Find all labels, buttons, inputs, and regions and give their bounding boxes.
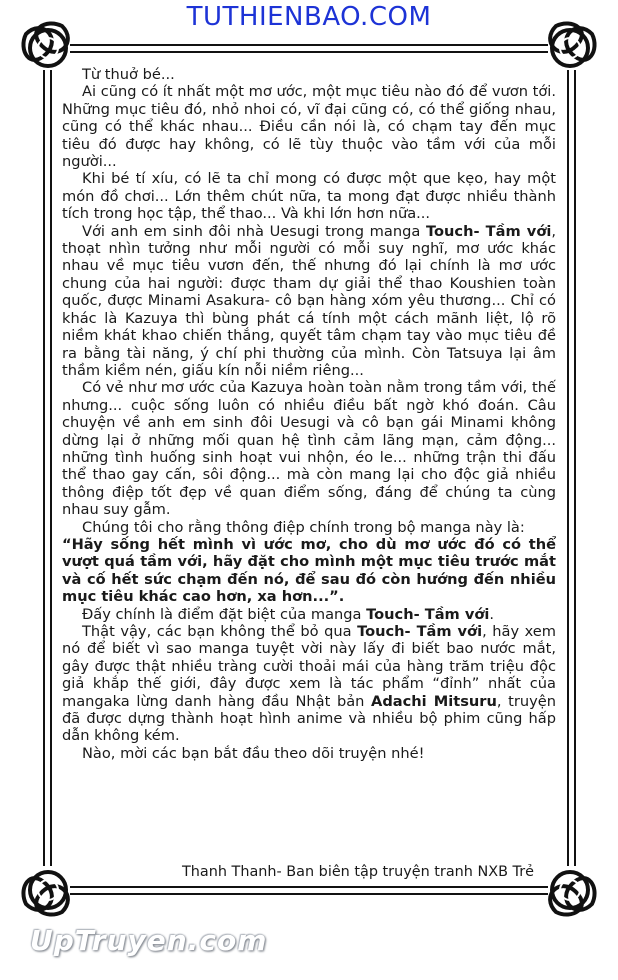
paragraph: Ai cũng có ít nhất một mơ ước, một mục tiêu nào đó để vươn tới. Những mục tiêu đó, nhỏ nhoi có, vĩ đại cũng có, có thể giống nhau, cũng có thể khác nhau... Điều cần nói là, có chạm tay đến mục tiêu đó được hay không, có lẽ tùy thuộc vào tầm với của mỗi người... [62, 83, 556, 171]
text-run: , hãy xem nó để biết vì sao manga tuyệt vời này lấy đi biết bao nước mắt, gây được thật nhiều tràng cười thoải mái của hàng trăm triệu độc giả khắp thế giới, đây được xem là tác phẩm “đỉnh” nhất của mangaka lừng danh hàng đầu Nhật bản [62, 623, 556, 710]
paragraph: Có vẻ như mơ ước của Kazuya hoàn toàn nằm trong tầm với, thế nhưng... cuộc sống luôn có nhiều điều bất ngờ khó đoán. Câu chuyện về anh em sinh đôi Uesugi và cô bạn gái Minami không dừng lại ở những mối quan hệ tình cảm lãng mạn, cảm động... những tình huống sinh hoạt vui nhộn, éo le... những trận thi đấu thể thao gay cấn, sôi động... mà còn mang lại cho độc giả nhiều thông điệp tốt đẹp về quan điểm sống, đáng để chúng ta cùng nhau suy gẫm. [62, 379, 556, 519]
paragraph: Chúng tôi cho rằng thông điệp chính trong bộ manga này là: [82, 518, 525, 536]
title-touch: Touch- Tầm với [426, 222, 552, 240]
paragraph: Khi bé tí xíu, có lẽ ta chỉ mong có được một que kẹo, hay một món đồ chơi... Lớn thêm chút nữa, ta mong đạt được nhiều thành tích trong học tập, thể thao... Và khi lớn hơn nữa... [62, 170, 556, 223]
author-name: Adachi Mitsuru [371, 692, 497, 710]
text-run: Với anh em sinh đôi nhà Uesugi trong manga [82, 222, 426, 240]
title-touch: Touch- Tầm với [357, 623, 483, 640]
text-run: Đấy chính là điểm đặt biệt của manga [82, 605, 367, 623]
paragraph [62, 623, 556, 745]
article-body [62, 66, 556, 762]
watermark: UpTruyen.com [30, 924, 268, 957]
paragraph [62, 606, 556, 623]
text-run: Thật vậy, các bạn không thể bỏ qua [82, 623, 358, 640]
text-run: , truyện đã được dựng thành hoạt hình anime và nhiều bộ phim cũng hấp dẫn không kém. [62, 692, 556, 745]
paragraph: Nào, mời các bạn bắt đầu theo dõi truyện nhé! [82, 744, 425, 762]
text-run: . [489, 605, 495, 623]
title-touch: Touch- Tầm với [366, 605, 490, 623]
signature: Thanh Thanh- Ban biên tập truyện tranh NXB Trẻ [182, 864, 534, 880]
key-message-quote: “Hãy sống hết mình vì ước mơ, cho dù mơ ước đó có thể vượt quá tầm với, hãy đặt cho mình một mục tiêu trước mắt và cố hết sức chạm đến nó, để sau đó còn hướng đến nhiều mục tiêu khác cao hơn, xa hơn...”. [62, 535, 556, 606]
site-header: TUTHIENBAO.COM [186, 2, 432, 32]
paragraph: Từ thuở bé... [82, 66, 175, 83]
text-run: , thoạt nhìn tưởng như mỗi người có mỗi suy nghĩ, mơ ước khác nhau về mục tiêu vươn đến, thế nhưng đó lại chính là mơ ước chung của hai người: được tham dự giải thể thao Koushien toàn quốc, được Minami Asakura- cô bạn hàng xóm yêu thương... Chỉ có khác là Kazuya thì bùng phát cá tính một cách mãnh liệt, lộ rõ niềm khát khao chiến thắng, quyết tâm chạm tay vào mục tiêu đề ra bằng tài năng, ý chí phi thường của mình. Còn Tatsuya lại âm thầm kiềm nén, giấu kín nỗi niềm riêng... [62, 222, 556, 379]
paragraph [62, 223, 556, 380]
